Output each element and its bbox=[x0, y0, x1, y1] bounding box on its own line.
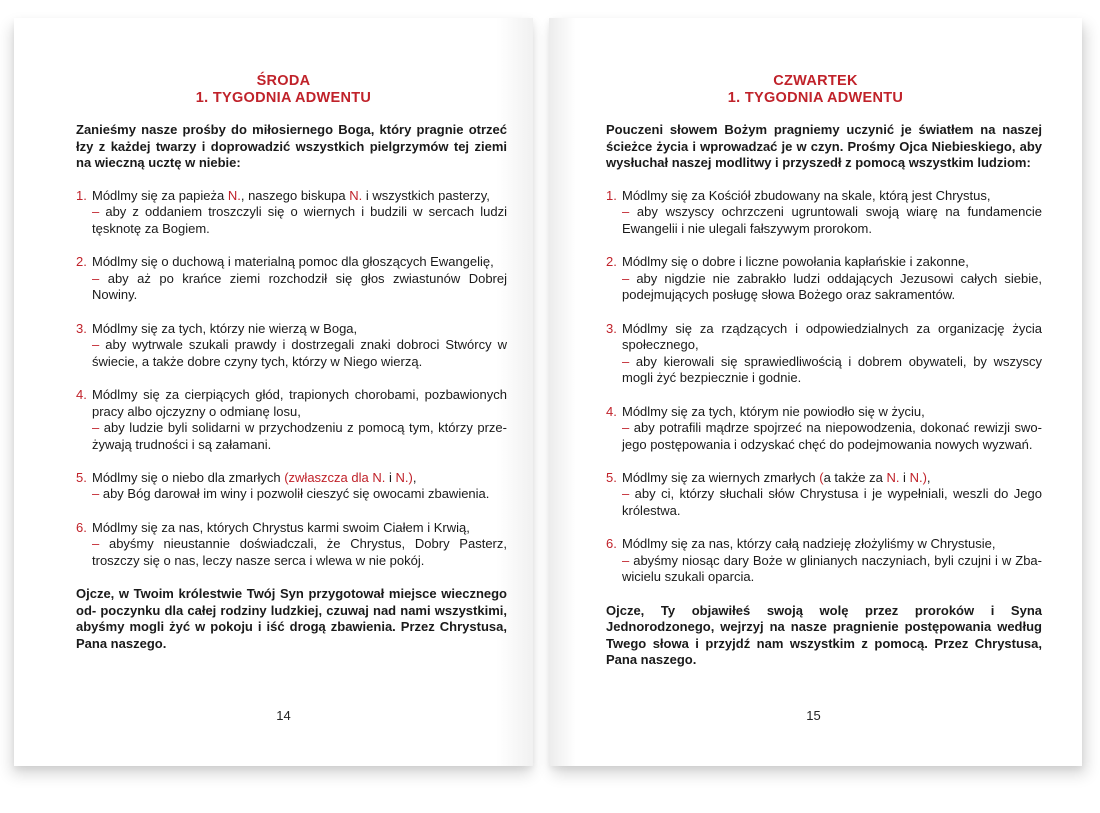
response bbox=[622, 486, 1042, 519]
petition: Módlmy się za nas, którzy całą nadzieję złożyliśmy w Chrystusie, bbox=[622, 536, 996, 552]
response-dash: – bbox=[92, 536, 100, 552]
response bbox=[622, 420, 1042, 453]
petition bbox=[92, 188, 507, 205]
response bbox=[92, 204, 507, 237]
right-title-day: CZWARTEK bbox=[773, 73, 858, 89]
left-title-day: ŚRODA bbox=[256, 73, 311, 89]
response-dash: – bbox=[622, 353, 630, 369]
petition-text: Módlmy się za wiernych zmarłych bbox=[622, 469, 820, 485]
response bbox=[92, 420, 507, 453]
response-dash: – bbox=[622, 204, 630, 220]
item-number: 2. bbox=[76, 254, 87, 270]
left-title-week: 1. TYGODNIA ADWENTU bbox=[195, 90, 372, 106]
name-placeholder: ( bbox=[819, 469, 824, 485]
left-page-body bbox=[76, 122, 507, 652]
right-page-number: 15 bbox=[806, 708, 821, 723]
petition-text: a także za bbox=[823, 469, 887, 485]
response-dash: – bbox=[92, 270, 100, 286]
petition: Módlmy się za tych, którym nie powiodło się w życiu, bbox=[622, 403, 925, 419]
petition-text: , bbox=[412, 469, 417, 485]
petition: Módlmy się za nas, których Chrystus karmi swoim Ciałem i Krwią, bbox=[92, 519, 470, 535]
name-placeholder: N.) bbox=[395, 469, 413, 485]
item-number: 1. bbox=[606, 187, 617, 203]
item-number: 3. bbox=[76, 320, 87, 336]
response bbox=[622, 204, 1042, 237]
response-text: aby z oddaniem troszczyli się o wiernych i budzili w sercach ludzi tęsknotę za Bogiem. bbox=[92, 204, 507, 236]
petition: Módlmy się za rządzących i odpowiedzialnych za organizację życia społecznego, bbox=[622, 320, 1042, 353]
response-dash: – bbox=[92, 204, 100, 220]
response bbox=[92, 486, 507, 503]
response-dash: – bbox=[92, 486, 100, 502]
right-intercession-6 bbox=[606, 536, 1042, 586]
right-intercession-4 bbox=[606, 404, 1042, 454]
response-dash: – bbox=[92, 337, 100, 353]
petition-text: Módlmy się za papieża bbox=[92, 187, 228, 203]
item-number: 5. bbox=[76, 469, 87, 485]
left-intercession-3 bbox=[76, 321, 507, 371]
item-number: 3. bbox=[606, 320, 617, 336]
response-dash: – bbox=[622, 420, 630, 436]
response-text: aby ludzie byli solidarni w przychodzeniu z pomocą tym, którzy prze- żywają trudności i są załamani. bbox=[92, 420, 507, 452]
name-placeholder: N. bbox=[372, 469, 386, 485]
left-intercession-6 bbox=[76, 520, 507, 570]
left-page-number: 14 bbox=[276, 708, 291, 723]
response-text: aby wytrwale szukali prawdy i dostrzegali znaki dobroci Stwórcy w świecie, a także dobre czyny tych, którzy w Niego wierzą. bbox=[92, 337, 507, 369]
petition-text: i bbox=[899, 469, 910, 485]
response-text: aby potrafili mądrze spojrzeć na niepowodzenia, dokonać rewizji swo- jego postępowania i odzyskać chęć do podejmowania nowych wyzwań. bbox=[622, 420, 1042, 452]
name-placeholder: ( bbox=[284, 469, 289, 485]
item-number: 4. bbox=[76, 386, 87, 402]
item-number: 6. bbox=[76, 519, 87, 535]
petition: Módlmy się o duchową i materialną pomoc dla głoszących Ewangelię, bbox=[92, 254, 494, 270]
right-intercession-5 bbox=[606, 470, 1042, 520]
response bbox=[622, 354, 1042, 387]
response-dash: – bbox=[92, 420, 100, 436]
petition-text: i wszystkich pasterzy, bbox=[362, 187, 490, 203]
right-title-week: 1. TYGODNIA ADWENTU bbox=[727, 90, 904, 106]
left-intercession-5 bbox=[76, 470, 507, 503]
name-placeholder: N. bbox=[227, 187, 241, 203]
petition: Módlmy się o dobre i liczne powołania kapłańskie i zakonne, bbox=[622, 254, 969, 270]
name-placeholder: N. bbox=[349, 187, 363, 203]
petition: Módlmy się za Kościół zbudowany na skale, którą jest Chrystus, bbox=[622, 187, 991, 203]
right-intercession-2 bbox=[606, 254, 1042, 304]
petition-text: , bbox=[926, 469, 931, 485]
left-closing-prayer: Ojcze, w Twoim królestwie Twój Syn przygotował miejsce wiecznego od- poczynku dla całej rodziny ludzkiej, czuwaj nad nami wszystkimi, abyśmy mogli żyć w pokoju i iść drogą zbawienia. Przez Chrystusa, Pana naszego. bbox=[76, 586, 507, 651]
response-dash: – bbox=[622, 552, 630, 568]
right-page bbox=[549, 18, 1082, 766]
response bbox=[92, 271, 507, 304]
response bbox=[622, 271, 1042, 304]
response-text: aby nigdzie nie zabrakło ludzi oddających Jezusowi całych siebie, podejmujących posługę słowa Bożego oraz sakramentów. bbox=[622, 270, 1042, 303]
name-placeholder: N.) bbox=[909, 469, 927, 485]
response-text: aby aż po krańce ziemi rozchodził się głos zwiastunów Dobrej Nowiny. bbox=[92, 270, 507, 303]
name-placeholder: N. bbox=[886, 469, 900, 485]
right-closing-prayer: Ojcze, Ty objawiłeś swoją wolę przez proroków i Syna Jednorodzonego, wejrzyj na nasze pragnienie postępowania według Twego słowa i przyjdź nam wszystkim z pomocą. Przez Chrystusa, Pana naszego. bbox=[606, 602, 1042, 668]
response-text: aby ci, którzy słuchali słów Chrystusa i je wypełniali, weszli do Jego królestwa. bbox=[622, 486, 1042, 519]
response-text: aby wszyscy ochrzczeni ugruntowali swoją wiarę na fundamencie Ewangelii i nie ulegali fałszywym prorokom. bbox=[622, 204, 1042, 236]
item-number: 4. bbox=[606, 403, 617, 419]
response-dash: – bbox=[622, 270, 630, 286]
response bbox=[622, 553, 1042, 586]
response-text: abyśmy niosąc dary Boże w glinianych naczyniach, byli czujni i w Zba- wicielu szukali oparcia. bbox=[622, 552, 1042, 585]
petition-text: , naszego biskupa bbox=[240, 187, 350, 203]
right-intercession-3 bbox=[606, 321, 1042, 387]
response bbox=[92, 337, 507, 370]
petition-text: Módlmy się o niebo dla zmarłych bbox=[92, 469, 285, 485]
left-intercession-4 bbox=[76, 387, 507, 453]
right-intro: Pouczeni słowem Bożym pragniemy uczynić je światłem na naszej ścieżce życia i wprowadzać je w czyn. Prośmy Ojca Niebieskiego, aby wysłuchał naszej modlitwy i przyszedł z pomocą wszystkim ludziom: bbox=[606, 122, 1042, 171]
item-number: 5. bbox=[606, 469, 617, 485]
right-page-title bbox=[549, 73, 1082, 107]
left-intro: Zanieśmy nasze prośby do miłosiernego Boga, który pragnie otrzeć łzy z każdej twarzy i doprowadzić wszystkich pielgrzymów tej ziemi na wieczną ucztę w niebie: bbox=[76, 122, 507, 171]
item-number: 1. bbox=[76, 187, 87, 203]
item-number: 2. bbox=[606, 254, 617, 270]
right-intercession-1 bbox=[606, 188, 1042, 238]
left-page-title bbox=[24, 73, 543, 107]
left-intercession-2 bbox=[76, 254, 507, 304]
response-text: abyśmy nieustannie doświadczali, że Chrystus, Dobry Pasterz, troszczy się o nas, leczy nasze serca i wlewa w nie pokój. bbox=[92, 536, 507, 568]
item-number: 6. bbox=[606, 536, 617, 552]
response-text: aby kierowali się sprawiedliwością i dobrem obywateli, by wszyscy mogli żyć bezpiecznie i godnie. bbox=[622, 353, 1042, 386]
left-intercession-1 bbox=[76, 188, 507, 238]
left-page bbox=[14, 18, 533, 766]
petition bbox=[92, 470, 507, 487]
response-dash: – bbox=[622, 486, 630, 502]
petition bbox=[622, 470, 1042, 487]
right-page-body bbox=[606, 122, 1042, 669]
petition-text: i bbox=[385, 469, 396, 485]
response bbox=[92, 536, 507, 569]
petition-text: zwłaszcza dla bbox=[288, 469, 373, 485]
petition: Módlmy się za tych, którzy nie wierzą w Boga, bbox=[92, 320, 358, 336]
response-text: aby Bóg darował im winy i pozwolił cieszyć się owocami zbawienia. bbox=[99, 486, 490, 502]
petition: Módlmy się za cierpiących głód, trapionych chorobami, pozbawionych pracy albo ojczyzny o odmianę losu, bbox=[92, 386, 507, 419]
